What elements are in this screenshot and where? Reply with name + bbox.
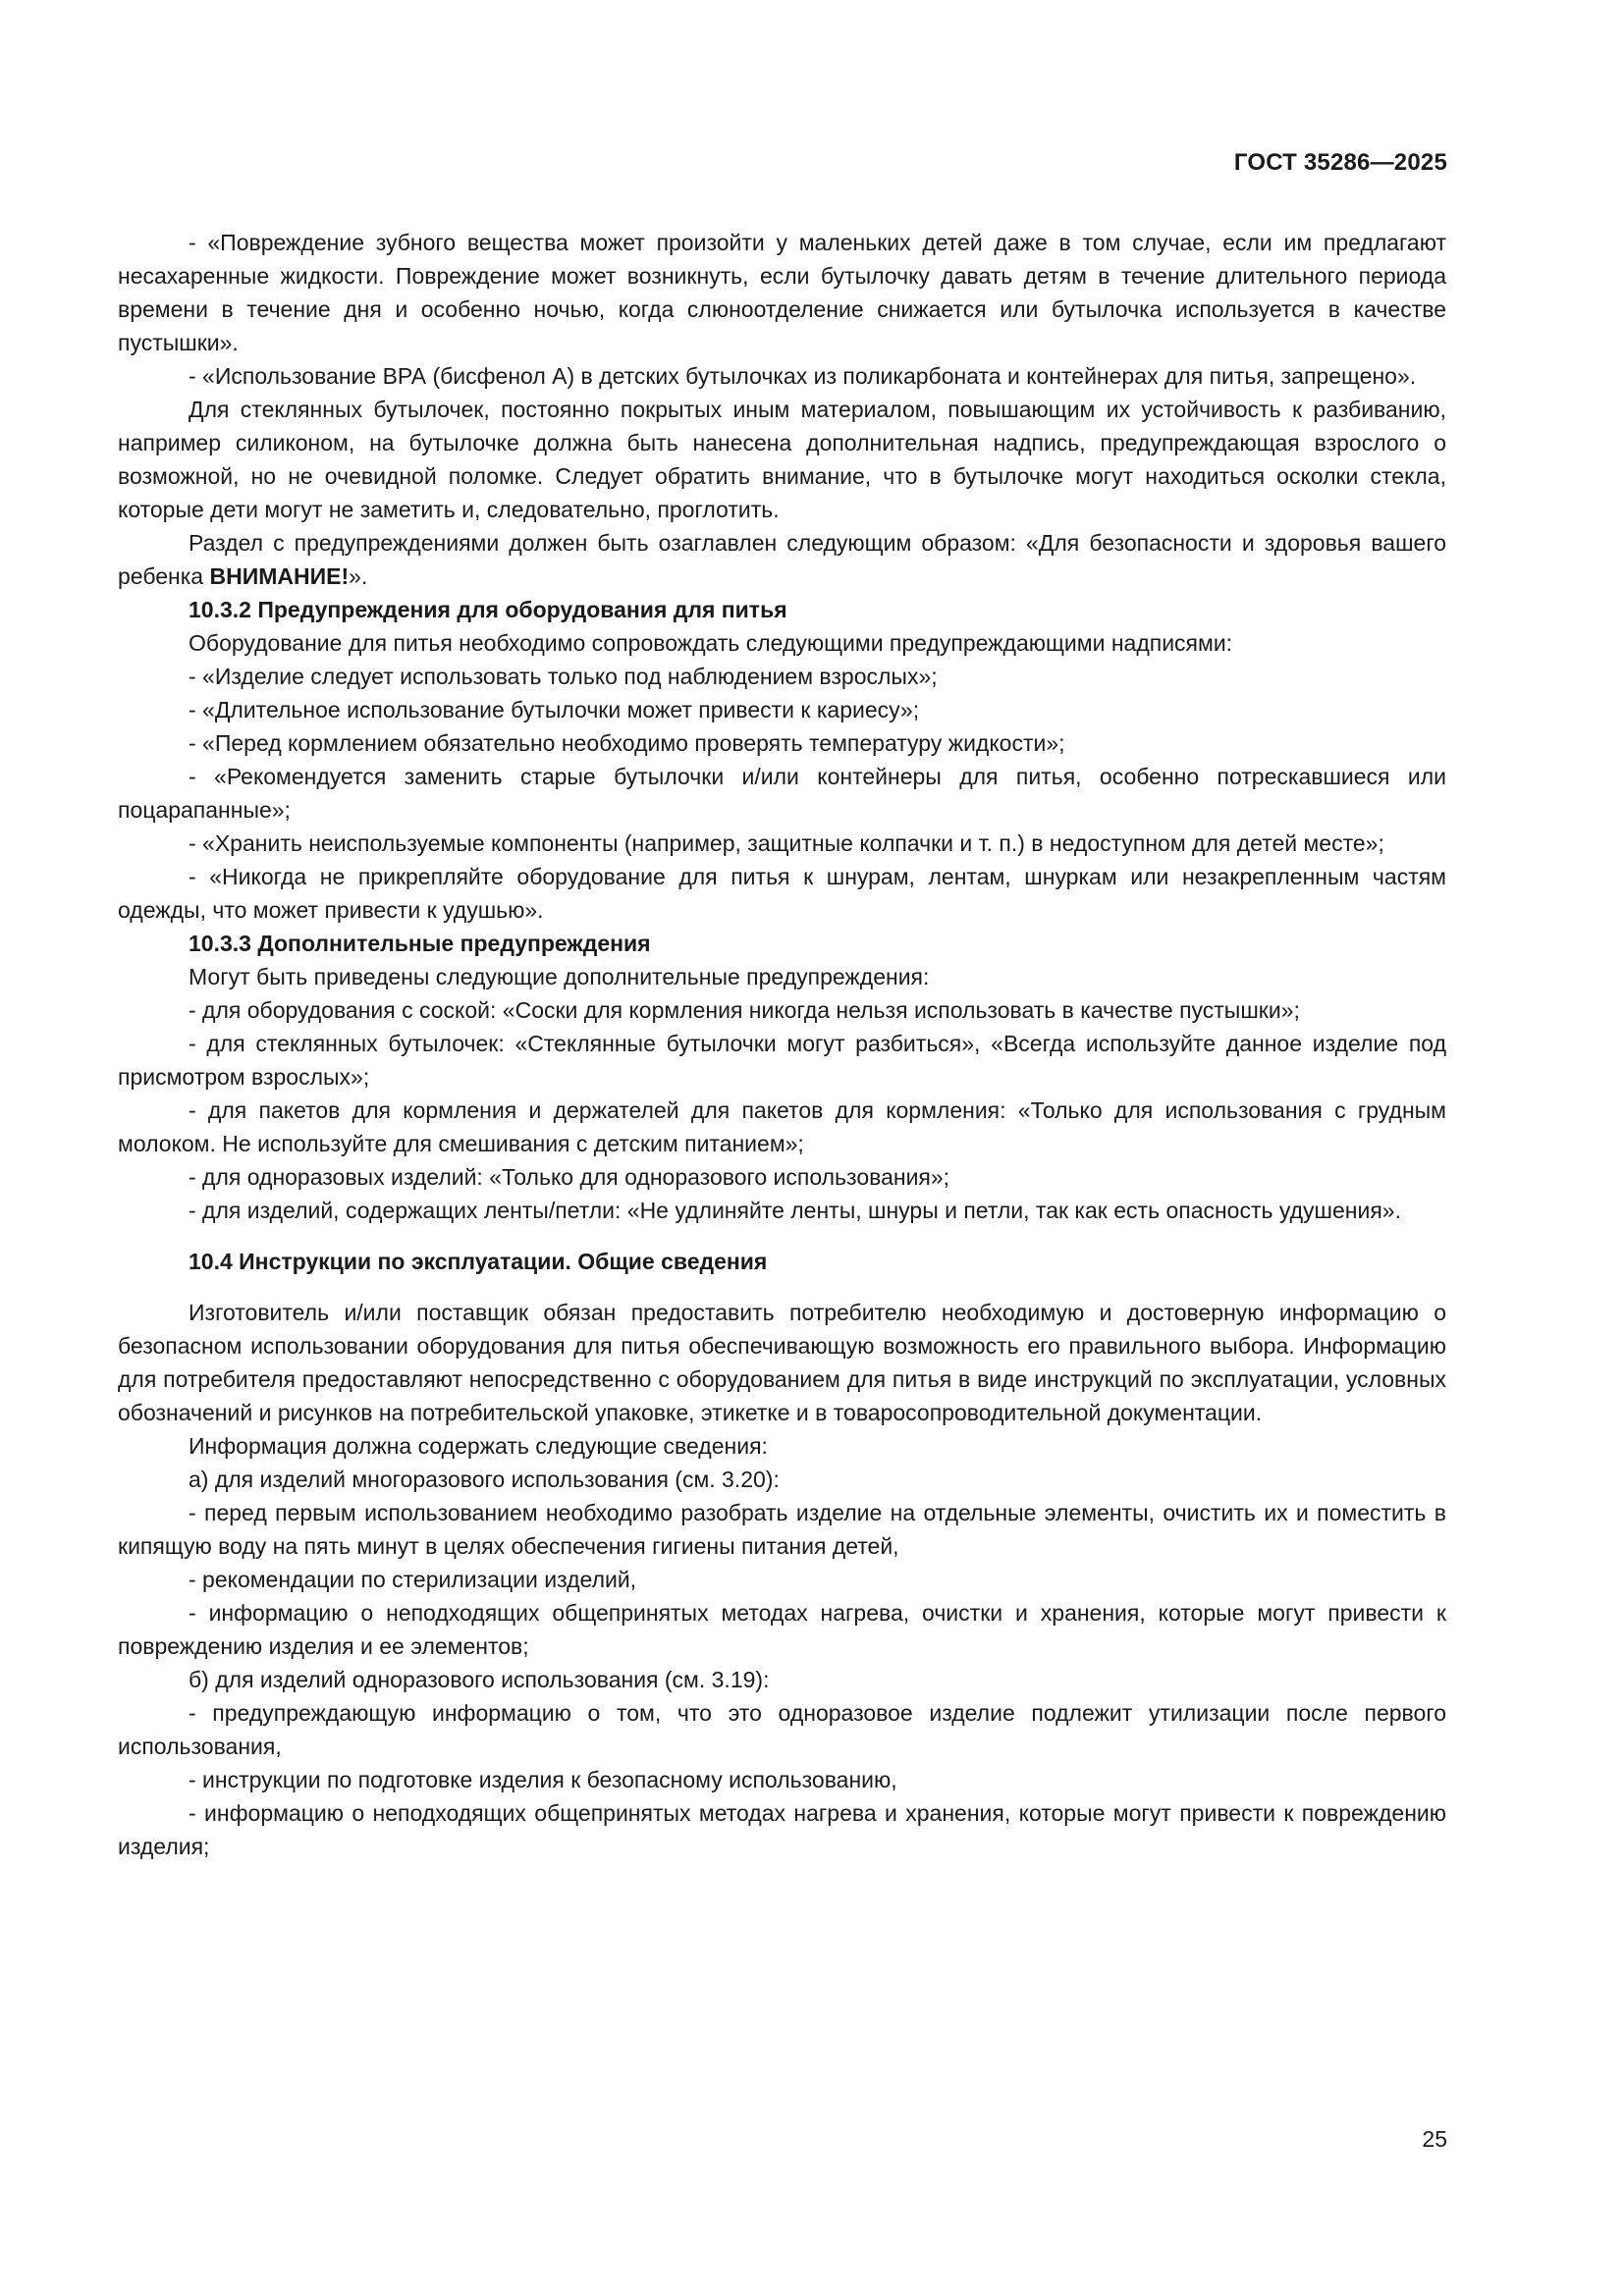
paragraph-text: - перед первым использованием необходимо разобрать изделие на отдельные элементы, очистить их и поместить в кипящую воду на пять минут в целях обеспечения гигиены питания детей, — [118, 1500, 1446, 1559]
paragraph-text: Раздел с предупреждениями должен быть озаглавлен следующим образом: «Для безопасности и здоровья вашего ребенка — [118, 530, 1446, 589]
paragraph — [118, 1763, 1446, 1796]
paragraph — [118, 1160, 1446, 1194]
paragraph-text: - для пакетов для кормления и держателей для пакетов для кормления: «Только для использования с грудным молоком. Не используйте для смешивания с детским питанием»; — [118, 1097, 1446, 1156]
paragraph — [118, 993, 1446, 1027]
section-heading — [118, 1245, 1446, 1278]
paragraph-text: - «Длительное использование бутылочки может привести к кариесу»; — [189, 697, 920, 722]
paragraph-text: - «Хранить неиспользуемые компоненты (например, защитные колпачки и т. п.) в недоступном для детей месте»; — [189, 830, 1384, 856]
paragraph-text: 10.3.3 Дополнительные предупреждения — [189, 931, 651, 956]
paragraph — [118, 1296, 1446, 1429]
paragraph — [118, 1563, 1446, 1596]
paragraph-text: а) для изделий многоразового использования (см. 3.20): — [189, 1467, 780, 1492]
paragraph-text: - для стеклянных бутылочек: «Стеклянные бутылочки могут разбиться», «Всегда используйте данное изделие под присмотром взрослых»; — [118, 1031, 1446, 1090]
paragraph-text: Изготовитель и/или поставщик обязан предоставить потребителю необходимую и достоверную информацию о безопасном использовании оборудования для питья обеспечивающую возможность его правильного выбора. Информацию для потребителя предоставляют непосредственно с оборудованием для питья в виде инструкций по эксплуатации, условных обозначений и рисунков на потребительской упаковке, этикетке и в товаросопроводительной документации. — [118, 1300, 1446, 1425]
paragraph-text: - для оборудования с соской: «Соски для кормления никогда нельзя использовать в качестве пустышки»; — [189, 997, 1300, 1023]
paragraph — [118, 1429, 1446, 1463]
paragraph — [118, 1663, 1446, 1696]
paragraph-text: - для одноразовых изделий: «Только для одноразового использования»; — [189, 1164, 950, 1190]
paragraph — [118, 1463, 1446, 1496]
paragraph — [118, 660, 1446, 693]
paragraph — [118, 1696, 1446, 1763]
paragraph-text: Для стеклянных бутылочек, постоянно покрытых иным материалом, повышающим их устойчивость к разбиванию, например силиконом, на бутылочке должна быть нанесена дополнительная надпись, предупреждающая взрослого о возможной, но не очевидной поломке. Следует обратить внимание, что в бутылочке могут находиться осколки стекла, которые дети могут не заметить и, следовательно, проглотить. — [118, 397, 1446, 522]
paragraph — [118, 626, 1446, 660]
paragraph-text: - «Повреждение зубного вещества может произойти у маленьких детей даже в том случае, если им предлагают несахаренные жидкости. Повреждение может возникнуть, если бутылочку давать детям в течение длительного периода времени в течение дня и особенно ночью, когда слюноотделение снижается или бутылочка используется в качестве пустышки». — [118, 230, 1446, 355]
paragraph — [118, 693, 1446, 726]
paragraph — [118, 760, 1446, 827]
emphasis-text: ВНИМАНИЕ! — [209, 563, 350, 589]
paragraph-text: - «Использование ВРА (бисфенол А) в детских бутылочках из поликарбоната и контейнерах для питья, запрещено». — [189, 363, 1417, 389]
paragraph — [118, 359, 1446, 393]
paragraph-text: - рекомендации по стерилизации изделий, — [189, 1567, 637, 1592]
paragraph-text: Информация должна содержать следующие сведения: — [189, 1433, 768, 1459]
paragraph-text: 10.4 Инструкции по эксплуатации. Общие сведения — [189, 1249, 768, 1274]
page-number: 25 — [1422, 2126, 1447, 2152]
paragraph-text: б) для изделий одноразового использования (см. 3.19): — [189, 1667, 770, 1692]
paragraph-text: Оборудование для питья необходимо сопровождать следующими предупреждающими надписями: — [189, 630, 1233, 656]
document-code: ГОСТ 35286—2025 — [1233, 149, 1447, 176]
paragraph-text: - информацию о неподходящих общепринятых методах нагрева и хранения, которые могут привести к повреждению изделия; — [118, 1800, 1446, 1859]
paragraph — [118, 393, 1446, 526]
paragraph-text: - «Изделие следует использовать только под наблюдением взрослых»; — [189, 664, 938, 689]
paragraph — [118, 1796, 1446, 1863]
paragraph — [118, 226, 1446, 359]
paragraph-text: 10.3.2 Предупреждения для оборудования для питья — [189, 597, 787, 622]
paragraph — [118, 827, 1446, 860]
paragraph-text: - для изделий, содержащих ленты/петли: «Не удлиняйте ленты, шнуры и петли, так как есть опасность удушения». — [189, 1198, 1401, 1223]
paragraph — [118, 1596, 1446, 1663]
paragraph-text: - «Перед кормлением обязательно необходимо проверять температуру жидкости»; — [189, 730, 1065, 756]
paragraph — [118, 726, 1446, 760]
paragraph — [118, 1496, 1446, 1563]
paragraph — [118, 526, 1446, 593]
paragraph-text: - предупреждающую информацию о том, что это одноразовое изделие подлежит утилизации после первого использования, — [118, 1700, 1446, 1759]
paragraph-text: - «Рекомендуется заменить старые бутылочки и/или контейнеры для питья, особенно потрескавшиеся или поцарапанные»; — [118, 764, 1446, 823]
paragraph — [118, 960, 1446, 993]
paragraph-text: - информацию о неподходящих общепринятых методах нагрева, очистки и хранения, которые могут привести к повреждению изделия и ее элементов; — [118, 1600, 1446, 1659]
paragraph — [118, 860, 1446, 927]
paragraph-text: - инструкции по подготовке изделия к безопасному использованию, — [189, 1767, 897, 1792]
paragraph — [118, 1027, 1446, 1094]
document-body — [118, 226, 1446, 1863]
paragraph-tail: ». — [349, 563, 368, 589]
paragraph-text: - «Никогда не прикрепляйте оборудование для питья к шнурам, лентам, шнуркам или незакрепленным частям одежды, что может привести к удушью». — [118, 864, 1446, 923]
paragraph — [118, 1194, 1446, 1227]
paragraph-text: Могут быть приведены следующие дополнительные предупреждения: — [189, 964, 930, 989]
paragraph — [118, 1094, 1446, 1160]
subsection-heading — [118, 927, 1446, 960]
subsection-heading — [118, 593, 1446, 626]
